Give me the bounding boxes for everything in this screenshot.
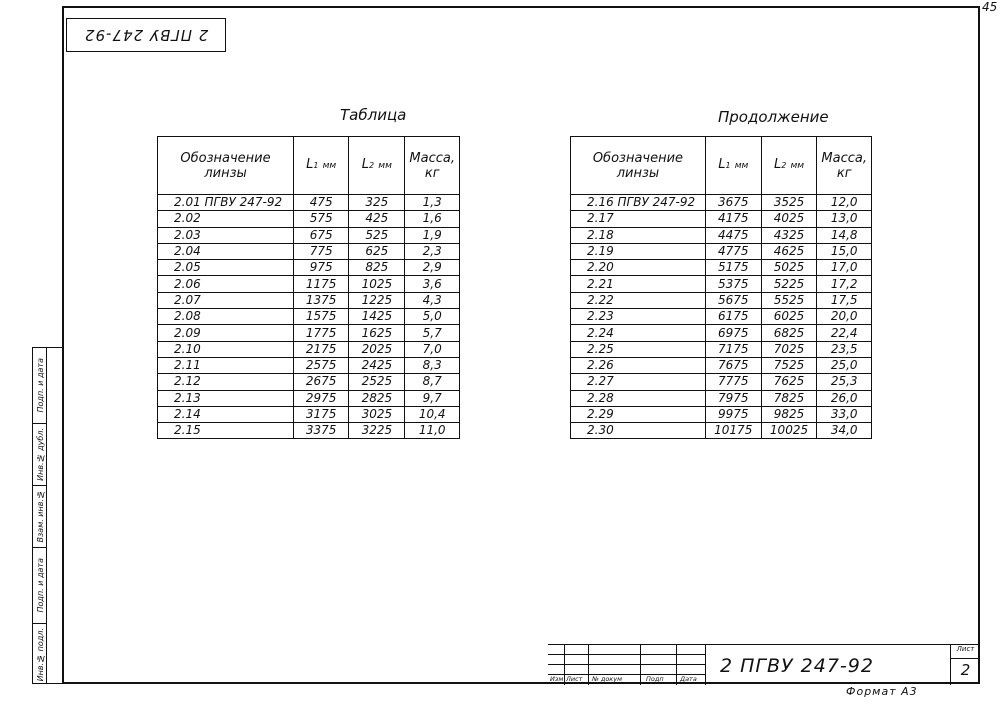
cell-mass: 5,0 [405,309,460,325]
strip-column-labels [33,348,47,683]
right-lens-table [570,136,872,439]
cell-designation: 2.28 [571,390,706,406]
cell-mass: 1,3 [405,195,460,211]
cell-designation: 2.20 [571,260,706,276]
cell-l1: 6175 [705,309,761,325]
table-row [158,243,460,259]
cell-designation: 2.22 [571,292,706,308]
cell-mass: 5,7 [405,325,460,341]
cell-l2: 5225 [761,276,817,292]
tb-label-date: Дата [680,675,697,683]
header-l2-sub: 2 [781,161,787,170]
cell-l2: 2425 [349,357,405,373]
cell-mass: 1,6 [405,211,460,227]
cell-mass: 7,0 [405,341,460,357]
cell-l1: 3375 [294,423,349,439]
cell-designation: 2.19 [571,243,706,259]
cell-l2: 2025 [349,341,405,357]
cell-designation: 2.29 [571,406,706,422]
cell-designation: 2.25 [571,341,706,357]
cell-mass: 1,9 [405,227,460,243]
strip-label: Подп. и дата [35,558,45,613]
tb-col-line [564,645,565,685]
cell-l2: 5025 [761,260,817,276]
cell-mass: 9,7 [405,390,460,406]
cell-mass: 26,0 [817,390,872,406]
cell-l2: 3525 [761,195,817,211]
cell-l2: 10025 [761,423,817,439]
cell-mass: 13,0 [817,211,872,227]
cell-designation: 2.12 [158,374,294,390]
cell-l1: 1175 [294,276,349,292]
cell-mass: 2,3 [405,243,460,259]
cell-l1: 7175 [705,341,761,357]
cell-l1: 4175 [705,211,761,227]
header-l2-symbol: L [773,157,782,172]
cell-l1: 7675 [705,357,761,373]
cell-l2: 325 [349,195,405,211]
header-l1 [705,137,761,195]
cell-l1: 2575 [294,357,349,373]
cell-designation: 2.14 [158,406,294,422]
cell-designation: 2.09 [158,325,294,341]
left-lens-table [157,136,460,439]
cell-l1: 1375 [294,292,349,308]
header-mass: Масса, кг [817,137,872,195]
cell-mass: 4,3 [405,292,460,308]
header-l1-symbol: L [718,157,726,172]
table-row [571,292,872,308]
title-block-grid [548,645,706,685]
cell-l1: 7975 [705,390,761,406]
cell-l1: 675 [294,227,349,243]
table-row [571,211,872,227]
cell-l1: 4775 [705,243,761,259]
table-row [571,374,872,390]
cell-designation: 2.23 [571,309,706,325]
table-row [571,195,872,211]
cell-l2: 2825 [349,390,405,406]
cell-designation: 2.26 [571,357,706,373]
cell-l1: 4475 [705,227,761,243]
table-row [158,423,460,439]
header-l2 [761,137,817,195]
cell-l2: 1225 [349,292,405,308]
cell-designation: 2.08 [158,309,294,325]
table-row [158,325,460,341]
tb-label-doc: № докум [592,675,622,683]
cell-l1: 6975 [705,325,761,341]
table-row [571,243,872,259]
strip-cell [33,624,47,685]
cell-designation: 2.10 [158,341,294,357]
sheet-label: Лист [951,645,980,659]
cell-l2: 625 [349,243,405,259]
cell-l1: 9975 [705,406,761,422]
right-table-title: Продолжение [718,108,829,126]
cell-designation: 2.30 [571,423,706,439]
header-l2-unit: мм [790,161,805,171]
table-row [158,276,460,292]
tb-col-line [640,645,641,685]
strip-label: Инв.№ подл. [35,627,45,682]
cell-mass: 17,0 [817,260,872,276]
cell-mass: 17,2 [817,276,872,292]
strip-cell [33,424,47,486]
cell-l2: 425 [349,211,405,227]
tb-label-sign: Подп [646,675,664,683]
cell-mass: 12,0 [817,195,872,211]
table-row [571,357,872,373]
left-table-title: Таблица [340,106,407,124]
table-row [571,325,872,341]
document-code: 2 ПГВУ 247-92 [720,655,874,677]
cell-mass: 17,5 [817,292,872,308]
cell-l2: 7625 [761,374,817,390]
cell-l2: 4025 [761,211,817,227]
table-row [571,390,872,406]
cell-mass: 8,3 [405,357,460,373]
cell-mass: 8,7 [405,374,460,390]
table-row [158,211,460,227]
tb-label-izm: Изм [550,675,564,683]
table-row [158,390,460,406]
table-row [158,292,460,308]
cell-mass: 2,9 [405,260,460,276]
cell-l2: 4325 [761,227,817,243]
cell-l1: 5175 [705,260,761,276]
cell-l2: 7525 [761,357,817,373]
strip-cell [33,486,47,548]
cell-mass: 23,5 [817,341,872,357]
strip-label: Взам. инв.№ [35,490,45,543]
header-l1-unit: мм [734,161,749,171]
strip-label: Инв.№ дубл. [35,428,45,481]
cell-l1: 7775 [705,374,761,390]
header-designation: Обозначение линзы [158,137,294,195]
tb-row-line [548,664,706,665]
stamp-text: 2 ПГВУ 247-92 [83,26,209,44]
cell-mass: 22,4 [817,325,872,341]
cell-mass: 20,0 [817,309,872,325]
cell-mass: 34,0 [817,423,872,439]
table-row [158,260,460,276]
cell-designation: 2.02 [158,211,294,227]
header-l2-symbol: L [361,157,370,172]
cell-l1: 2675 [294,374,349,390]
cell-designation: 2.24 [571,325,706,341]
format-label: Формат А3 [846,685,918,698]
cell-mass: 11,0 [405,423,460,439]
cell-l2: 3225 [349,423,405,439]
sheet-box [950,645,980,685]
header-l2-sub: 2 [369,161,375,170]
table-row [158,309,460,325]
cell-designation: 2.03 [158,227,294,243]
header-l1-symbol: L [306,157,314,172]
cell-l1: 975 [294,260,349,276]
table-row [158,341,460,357]
sheet-number: 2 [960,661,971,679]
header-mass: Масса, кг [405,137,460,195]
cell-mass: 14,8 [817,227,872,243]
table-row [158,357,460,373]
title-block [548,644,980,684]
cell-mass: 25,0 [817,357,872,373]
cell-l2: 825 [349,260,405,276]
cell-designation: 2.06 [158,276,294,292]
cell-designation: 2.04 [158,243,294,259]
page-number: 45 [982,0,998,14]
strip-cell [33,348,47,424]
cell-designation: 2.13 [158,390,294,406]
cell-l2: 6025 [761,309,817,325]
cell-l1: 3175 [294,406,349,422]
cell-designation: 2.21 [571,276,706,292]
cell-l2: 9825 [761,406,817,422]
cell-l2: 4625 [761,243,817,259]
cell-designation: 2.17 [571,211,706,227]
header-designation: Обозначение линзы [571,137,706,195]
table-row [158,374,460,390]
table-row [571,260,872,276]
strip-cell [33,548,47,624]
cell-l2: 1025 [349,276,405,292]
header-l2 [349,137,405,195]
cell-l1: 475 [294,195,349,211]
cell-l1: 575 [294,211,349,227]
table-row [571,406,872,422]
header-l1-unit: мм [322,161,337,171]
cell-l1: 5375 [705,276,761,292]
left-binding-strip [32,347,62,684]
cell-l2: 2525 [349,374,405,390]
tb-col-line [588,645,589,685]
cell-designation: 2.05 [158,260,294,276]
cell-l1: 3675 [705,195,761,211]
table-header-row [158,137,460,195]
header-l1 [294,137,349,195]
cell-mass: 15,0 [817,243,872,259]
cell-l1: 5675 [705,292,761,308]
cell-l2: 5525 [761,292,817,308]
table-header-row [571,137,872,195]
cell-mass: 3,6 [405,276,460,292]
cell-designation: 2.07 [158,292,294,308]
cell-mass: 33,0 [817,406,872,422]
table-row [571,276,872,292]
cell-l1: 10175 [705,423,761,439]
rotated-stamp [66,18,226,52]
cell-designation: 2.16 ПГВУ 247-92 [571,195,706,211]
cell-designation: 2.15 [158,423,294,439]
table-row [158,227,460,243]
table-row [571,309,872,325]
header-l2-unit: мм [378,161,392,171]
header-l1-sub: 1 [725,161,731,170]
header-l1-sub: 1 [313,161,319,170]
cell-l1: 2175 [294,341,349,357]
cell-designation: 2.11 [158,357,294,373]
cell-l2: 525 [349,227,405,243]
cell-designation: 2.18 [571,227,706,243]
cell-mass: 25,3 [817,374,872,390]
cell-l2: 3025 [349,406,405,422]
cell-l2: 1425 [349,309,405,325]
cell-l1: 775 [294,243,349,259]
strip-label: Подп. и дата [35,358,45,413]
cell-l2: 7825 [761,390,817,406]
right-table-body [571,195,872,439]
tb-label-list: Лист [566,675,583,683]
cell-designation: 2.27 [571,374,706,390]
cell-designation: 2.01 ПГВУ 247-92 [158,195,294,211]
left-table-body [158,195,460,439]
cell-mass: 10,4 [405,406,460,422]
table-row [571,423,872,439]
cell-l1: 1775 [294,325,349,341]
cell-l2: 6825 [761,325,817,341]
table-row [158,195,460,211]
tb-col-line [676,645,677,685]
table-row [158,406,460,422]
cell-l2: 1625 [349,325,405,341]
tb-row-line [548,654,706,655]
table-row [571,227,872,243]
cell-l1: 2975 [294,390,349,406]
table-row [571,341,872,357]
cell-l2: 7025 [761,341,817,357]
cell-l1: 1575 [294,309,349,325]
